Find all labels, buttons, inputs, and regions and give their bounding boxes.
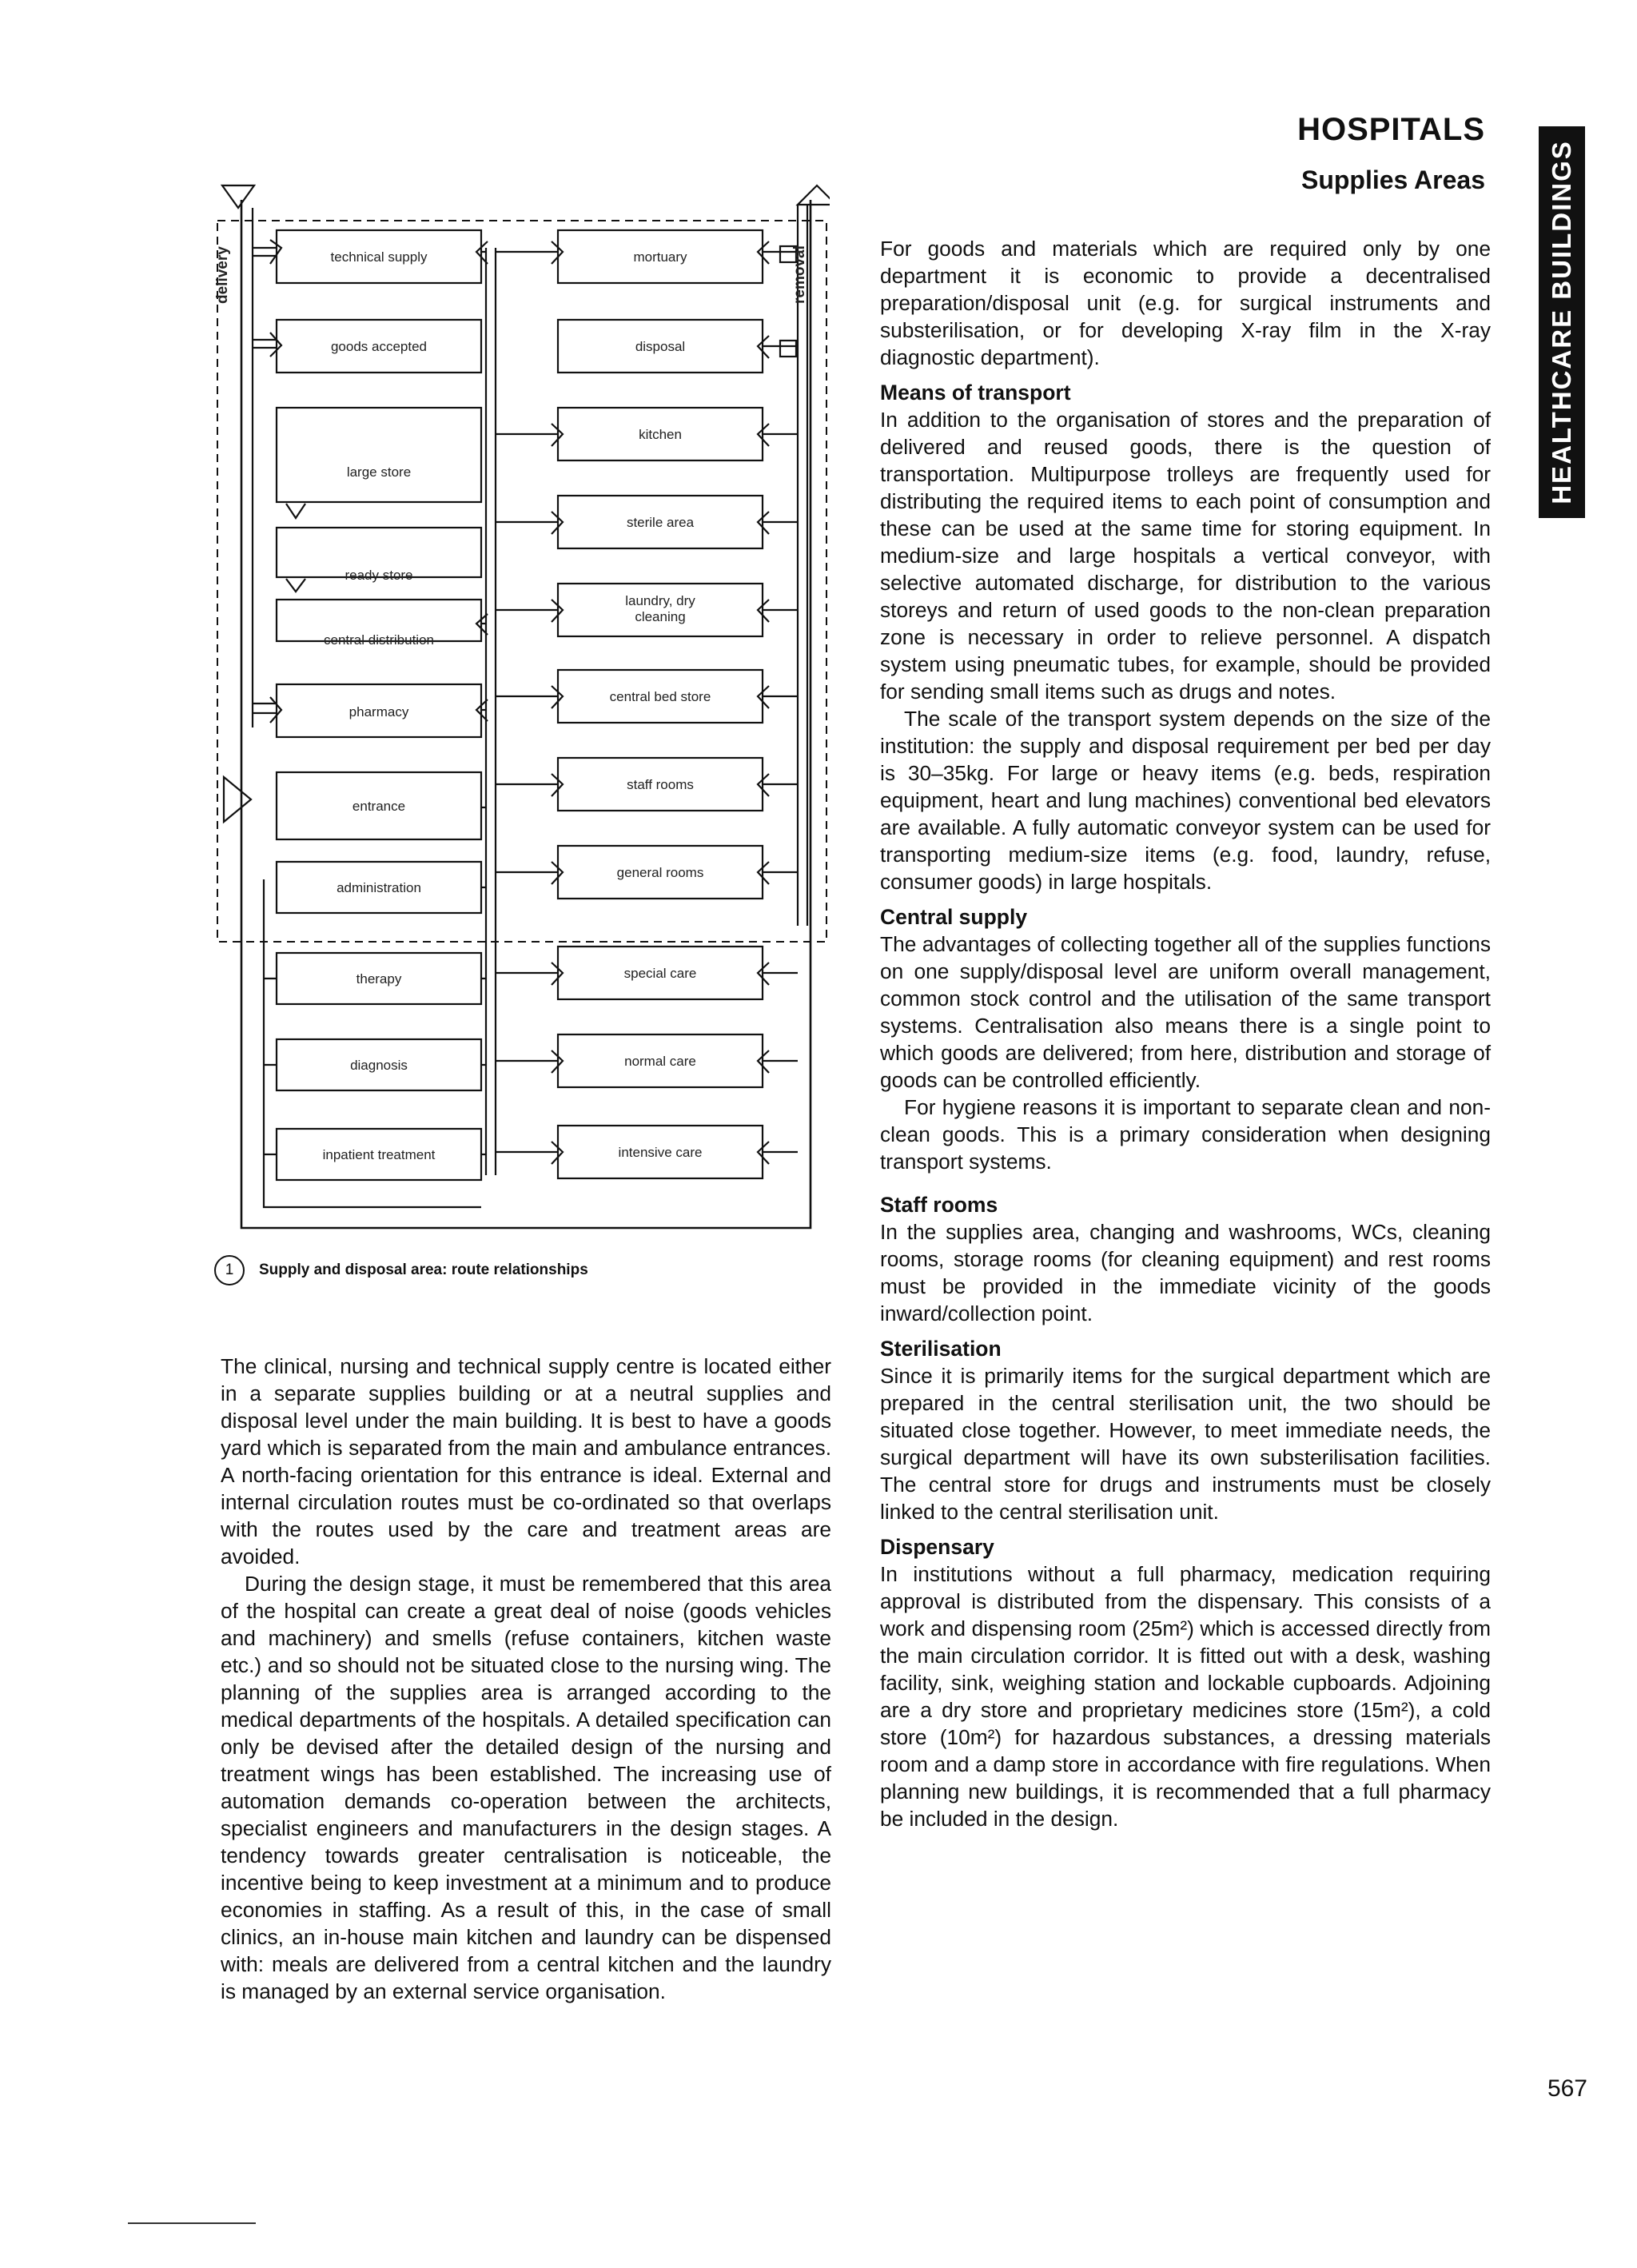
central-supply-paragraph-2: For hygiene reasons it is important to separate clean and non-clean goods. This is a primary consideration when designing transport systems. <box>880 1095 1491 1174</box>
left-paragraph-2: During the design stage, it must be remembered that this area of the hospital can create a great deal of noise (goods vehicles and machinery) and smells (refuse containers, kitchen waste etc.) and so should not be situated close to the nursing wing. The planning of the supplies area is arranged according to the medical departments of the hospitals. A detailed specification can only be devised after the detailed design of the nursing and treatment wings has been established. The increasing use of automation demands co-operation between the architects, specialist engineers and manufacturers in the design stages. A tendency towards greater centralisation is noticeable, the incentive being to keep investment at a minimum and to produce economies in staffing. As a result of this, in the case of small clinics, an in-house main kitchen and laundry can be dispensed with: meals are delivered from a central kitchen and the laundry is managed by an external service organisation. <box>221 1572 831 2003</box>
delivery-label: delivery <box>214 246 231 304</box>
right-column <box>880 235 1491 1832</box>
transport-paragraph-2: The scale of the transport system depends on the size of the institution: the supply and disposal requirement per bed per day is 30–35kg. For large or heavy items (e.g. beds, respiration equipment, heart and lung machines) conventional bed elevators are available. A fully automatic conveyor system can be used for transporting medium-size items (e.g. food, laundry, refuse, consumer goods) in large hospitals. <box>880 707 1491 894</box>
label-sterile-area: sterile area <box>626 515 695 530</box>
heading-central-supply: Central supply <box>880 905 1028 929</box>
route-relationship-diagram <box>206 176 830 1247</box>
right-trunk <box>798 205 807 926</box>
supply-zone-boundary <box>217 221 826 942</box>
label-special-care: special care <box>623 966 697 981</box>
label-laundry: laundry, dry <box>625 593 695 608</box>
heading-means-of-transport: Means of transport <box>880 381 1071 405</box>
label-intensive-care: intensive care <box>618 1145 703 1160</box>
label-cleaning: cleaning <box>635 609 686 624</box>
left-paragraph-1: The clinical, nursing and technical supply centre is located either in a separate supplies building or at a neutral supplies and disposal level under the main building. It is best to have a goods yard which is separated from the main and ambulance entrances. A north-facing orientation for this entrance is ideal. External and internal circulation routes must be co-ordinated so that overlaps with the routes used by the care and treatment areas are avoided. <box>221 1354 831 1568</box>
dispensary-paragraph: In institutions without a full pharmacy, medication requiring approval is distributed from the dispensary. This consists of a work and dispensing room (25m²) which is accessed directly from the main circulation corridor. It is fitted out with a desk, washing facility, sink, weighing station and lockable cupboards. Adjoining are a dry store and proprietary medicines store (15m²), a cold store (10m²) for hazardous substances, a dressing materials room and a damp store in accordance with fire regulations. When planning new buildings, it is recommended that a full pharmacy be included in the design. <box>880 1562 1491 1831</box>
transport-paragraph-1: In addition to the organisation of stores and the preparation of delivered and reused goods, there is the question of transportation. Multipurpose trolleys are frequently used for distributing the required items to each point of consumption and these can be used at the same time for storing equipment. In medium-size and large hospitals a vertical conveyor, with selective automated discharge, for distribution to the various storeys and return of used goods to the non-clean preparation zone is necessary in order to relieve personnel. A dispatch system using pneumatic tubes, for example, should be provided for sending small items such as drugs and notes. <box>880 408 1491 704</box>
label-diagnosis: diagnosis <box>350 1058 408 1073</box>
removal-label: removal <box>791 245 808 304</box>
section-tab <box>1539 126 1585 518</box>
delivery-triangle <box>222 185 254 208</box>
label-mortuary: mortuary <box>633 249 687 265</box>
figure-number: 1 <box>214 1255 245 1285</box>
label-technical-supply: technical supply <box>330 249 428 265</box>
label-goods-accepted: goods accepted <box>330 339 428 354</box>
left-column <box>221 1353 831 2005</box>
page-subtitle: Supplies Areas <box>1300 165 1485 194</box>
heading-staff-rooms: Staff rooms <box>880 1193 998 1217</box>
page-number: 567 <box>1547 2075 1587 2102</box>
room-box-large-store <box>277 408 481 502</box>
label-staff-rooms: staff rooms <box>627 777 694 792</box>
label-entrance: entrance <box>352 799 406 814</box>
label-administration: administration <box>337 880 421 895</box>
label-ready-store: ready store <box>345 568 413 583</box>
footer-rule <box>128 2222 256 2224</box>
diagram-svg <box>206 176 830 1247</box>
label-general-rooms: general rooms <box>616 865 704 880</box>
staff-rooms-paragraph: In the supplies area, changing and washrooms, WCs, cleaning rooms, storage rooms (for cleaning equipment) and rest rooms must be provided in the immediate vicinity of the goods inward/collection point. <box>880 1220 1491 1325</box>
label-normal-care: normal care <box>624 1054 696 1069</box>
label-therapy: therapy <box>356 971 402 987</box>
label-kitchen: kitchen <box>639 427 682 442</box>
central-supply-paragraph-1: The advantages of collecting together all of the supplies functions on one supply/disposal level are uniform overall management, common stock control and the utilisation of the same transport systems. Centralisation also means there is a single point to which goods are delivered; from here, distribution and storage of goods can be controlled efficiently. <box>880 932 1491 1092</box>
label-inpatient-treatment: inpatient treatment <box>322 1147 436 1162</box>
removal-box-2 <box>780 341 796 357</box>
page-title: HOSPITALS <box>1297 112 1485 147</box>
label-central-bed-store: central bed store <box>609 689 711 704</box>
outer-frame <box>241 200 811 1228</box>
heading-dispensary: Dispensary <box>880 1535 994 1559</box>
entrance-triangle <box>224 777 251 822</box>
figure-caption-text: Supply and disposal area: route relationships <box>259 1262 588 1278</box>
label-disposal: disposal <box>635 339 686 354</box>
removal-triangle <box>798 185 830 205</box>
central-riser <box>486 248 496 1175</box>
label-central-distribution: central distribution <box>324 632 434 648</box>
label-pharmacy: pharmacy <box>349 704 409 719</box>
figure-caption <box>214 1255 588 1285</box>
page-header <box>1297 112 1485 195</box>
label-large-store: large store <box>346 464 412 480</box>
intro-paragraph: For goods and materials which are required only by one department it is economic to provide a decentralised preparation/disposal unit (e.g. for surgical instruments and substerilisation, or for developing X-ray film in the X-ray diagnostic department). <box>880 237 1491 369</box>
heading-sterilisation: Sterilisation <box>880 1337 1002 1361</box>
section-tab-label: HEALTHCARE BUILDINGS <box>1547 140 1576 504</box>
sterilisation-paragraph: Since it is primarily items for the surgical department which are prepared in the central sterilisation unit, the two should be situated close together. However, to meet immediate needs, the surgical department will have its own substerilisation facilities. The central store for drugs and instruments must be closely linked to the central sterilisation unit. <box>880 1364 1491 1524</box>
